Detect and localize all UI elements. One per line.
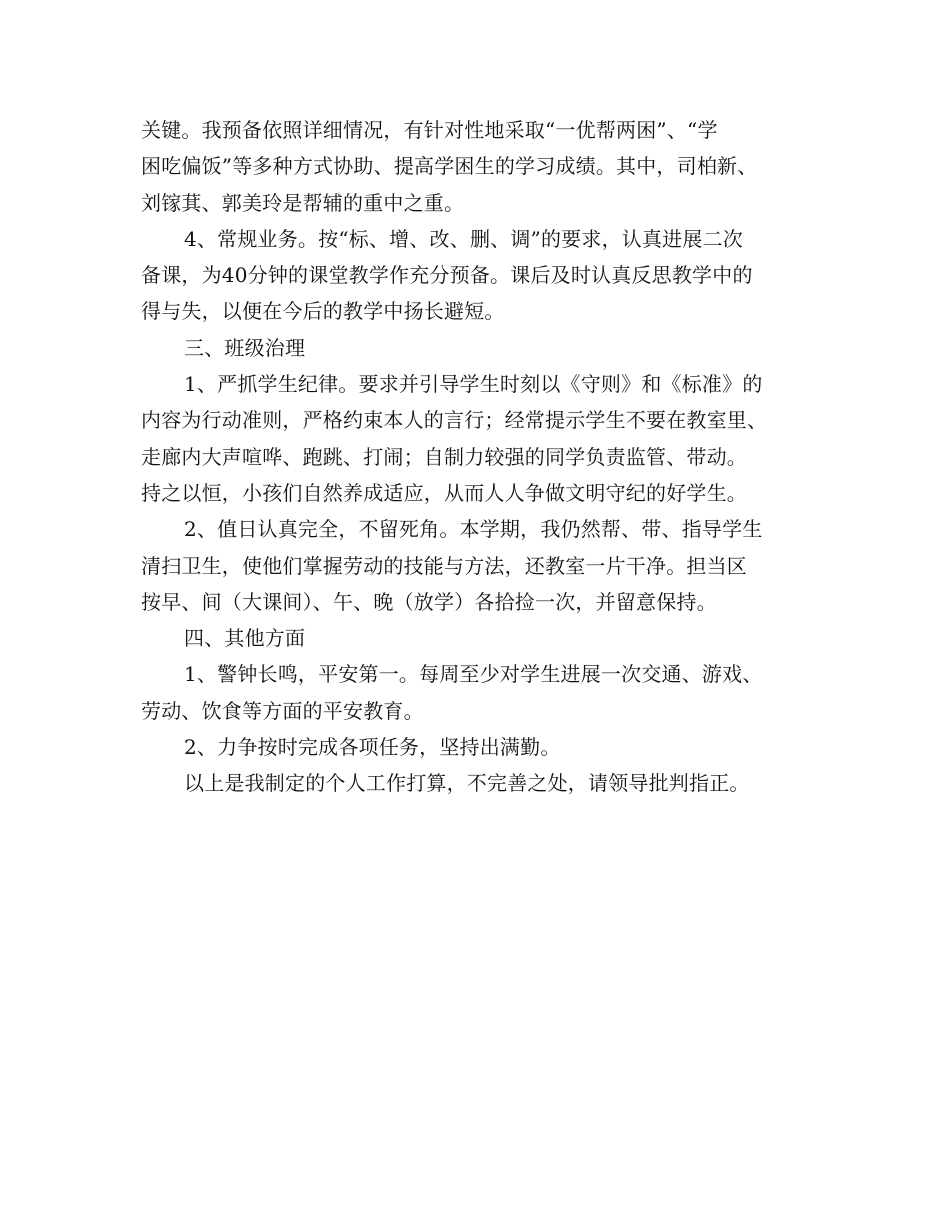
text-line: 走廊内大声喧哗、跑跳、打闹；自制力较强的同学负责监管、带动。 [141,444,747,469]
text-line: 劳动、饮食等方面的平安教育。 [141,698,424,723]
text-line: 2、值日认真完全，不留死角。本学期，我仍然帮、带、指导学生 [184,517,763,542]
document-body [141,112,821,802]
text-line: 2、力争按时完成各项任务，坚持出满勤。 [184,735,561,760]
text-line: 1、警钟长鸣，平安第一。每周至少对学生进展一次交通、游戏、 [184,662,763,687]
text-line: 内容为行动准则，严格约束本人的言行；经常提示学生不要在教室里、 [141,408,768,433]
text-line: 四、其他方面 [184,626,306,651]
text-line: 三、班级治理 [184,335,306,360]
text-line: 4、常规业务。按“标、增、改、删、调”的要求，认真进展二次 [184,226,743,251]
text-line: 1、严抓学生纪律。要求并引导学生时刻以《守则》和《标准》的 [184,372,763,397]
text-line: 持之以恒，小孩们自然养成适应，从而人人争做文明守纪的好学生。 [141,480,747,505]
text-line: 刘镓萁、郭美玲是帮辅的重中之重。 [141,190,465,215]
text-line: 以上是我制定的个人工作打算，不完善之处，请领导批判指正。 [184,771,750,796]
text-line: 备课，为40分钟的课堂教学作充分预备。课后及时认真反思教学中的 [141,263,753,288]
text-line: 按早、间（大课间）、午、晚（放学）各拾捡一次，并留意保持。 [141,589,717,614]
text-line: 清扫卫生，使他们掌握劳动的技能与方法，还教室一片干净。担当区 [141,553,747,578]
text-line: 关键。我预备依照详细情况，有针对性地采取“一优帮两困”、“学 [141,118,718,142]
text-line: 困吃偏饭”等多种方式协助、提高学困生的学习成绩。其中，司柏新、 [141,154,758,179]
text-line: 得与失，以便在今后的教学中扬长避短。 [141,299,505,324]
